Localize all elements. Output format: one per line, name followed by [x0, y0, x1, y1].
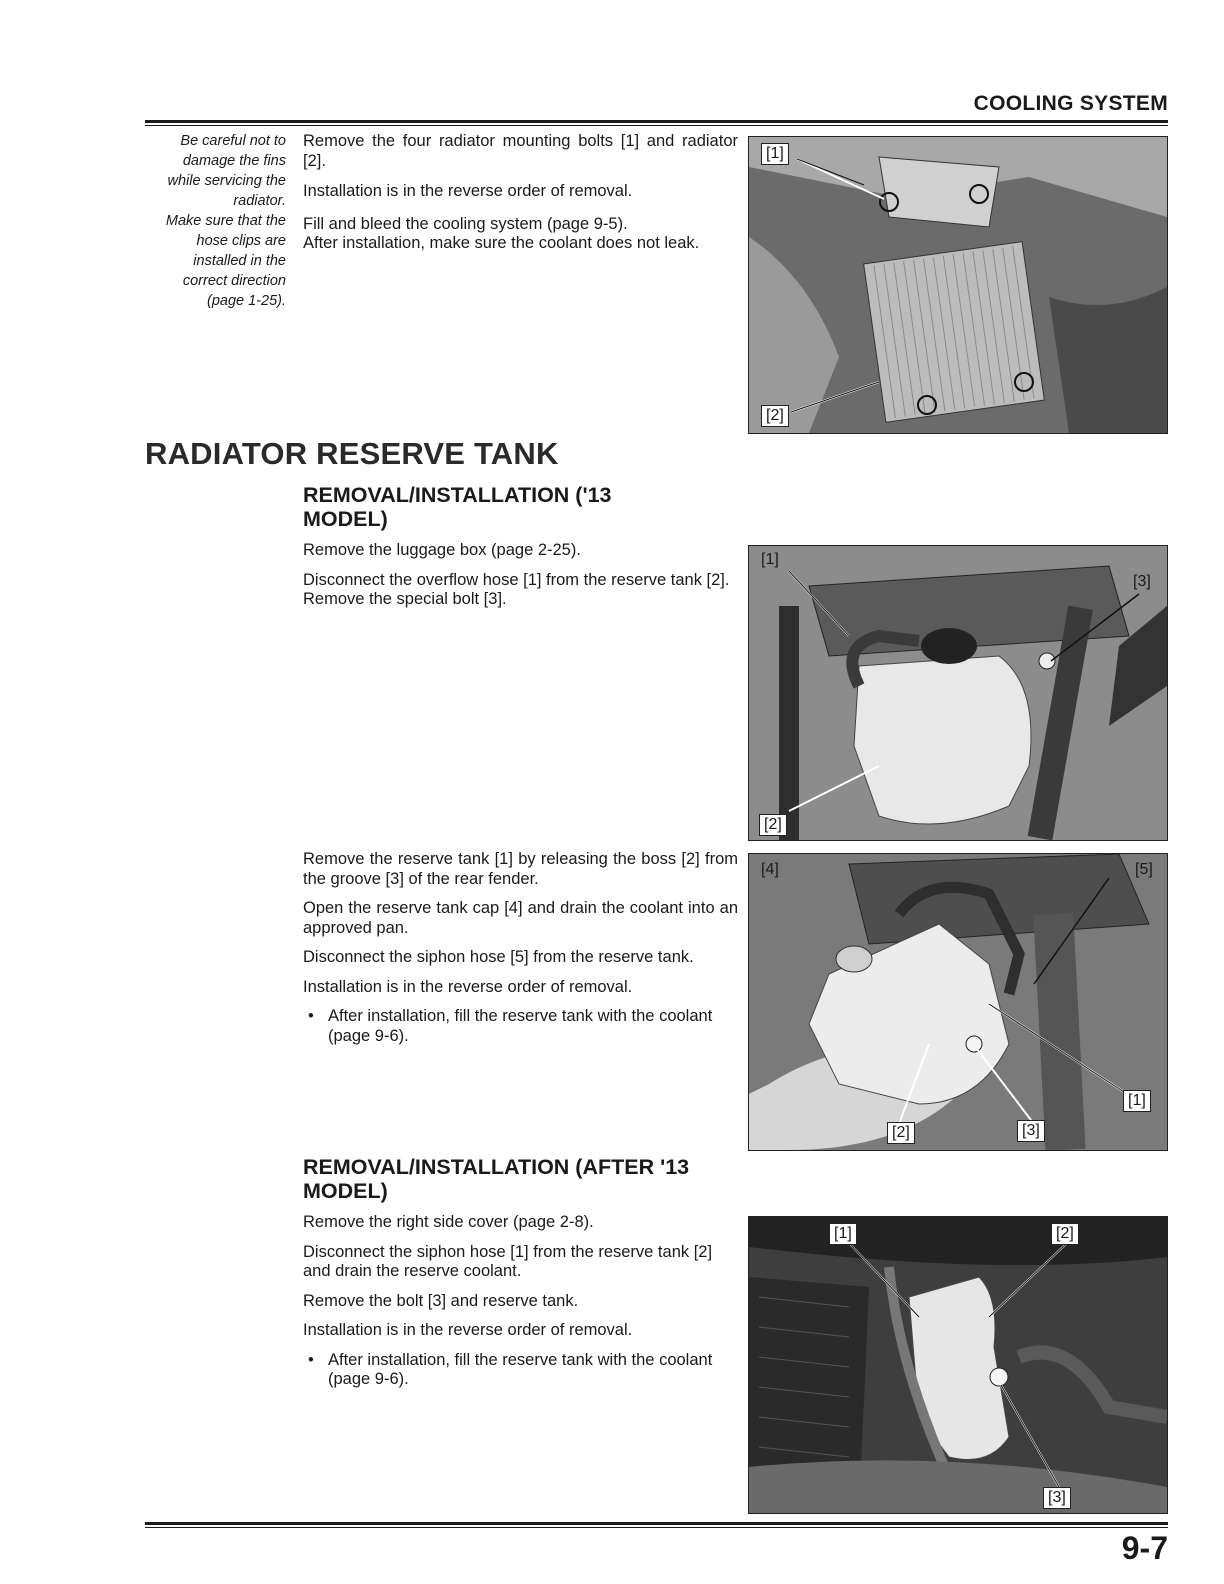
reserve-tank-illustration-1 [749, 546, 1167, 840]
instruction-step: Remove the right side cover (page 2-8). [303, 1213, 594, 1231]
side-note-line: (page 1-25). [207, 293, 286, 309]
radiator-photo [748, 136, 1168, 434]
photo-callout: [2] [887, 1122, 915, 1144]
side-note-line: Make sure that the [165, 213, 286, 229]
side-note-line: damage the fins [182, 153, 286, 169]
reserve-tank-photo-3 [748, 1216, 1168, 1514]
instruction-step: Remove the special bolt [3]. [303, 590, 507, 608]
instruction-step: Remove the luggage box (page 2-25). [303, 541, 581, 559]
instruction-step: Open the reserve tank cap [4] and drain the coolant into an approved pan. [303, 899, 738, 937]
side-note-line: Be careful not to [180, 133, 286, 149]
page-number: 9-7 [1121, 1530, 1168, 1566]
radiator-step-1: Remove the four radiator mounting bolts [1] and radiator [2]. [303, 132, 738, 170]
photo-callout: [2] [1051, 1223, 1079, 1245]
reserve-tank-illustration-3 [749, 1217, 1167, 1513]
section-title: COOLING SYSTEM [973, 92, 1168, 115]
bullet-icon: • [308, 1350, 314, 1369]
reserve-tank-illustration-2 [749, 854, 1167, 1150]
subsection-heading: REMOVAL/INSTALLATION ('13 MODEL) [303, 483, 612, 531]
photo-callout: [5] [1135, 861, 1153, 878]
radiator-step-4: After installation, make sure the coolant does not leak. [303, 234, 700, 252]
reserve-tank-instructions-3 [303, 1213, 738, 1400]
photo-callout: [1] [1123, 1090, 1151, 1112]
instruction-step: Disconnect the siphon hose [1] from the reserve tank [2] and drain the reserve coolant. [303, 1242, 713, 1280]
subsection-heading: REMOVAL/INSTALLATION (AFTER '13 MODEL) [303, 1155, 690, 1203]
side-note-line: radiator. [233, 193, 286, 209]
footer-rule-thin [145, 1527, 1168, 1528]
header-rule-thin [145, 125, 1168, 126]
instruction-step: Installation is in the reverse order of removal. [303, 977, 633, 996]
instruction-step: Remove the reserve tank [1] by releasing the boss [2] from the groove [3] of the rear fender. [303, 850, 738, 888]
photo-callout: [3] [1017, 1120, 1045, 1142]
side-note-line: correct direction [182, 273, 286, 289]
side-note [140, 131, 286, 311]
photo-callout: [1] [761, 551, 779, 568]
photo-callout: [3] [1133, 573, 1151, 590]
header-rule [145, 120, 1168, 123]
instruction-step: Installation is in the reverse order of removal. [303, 1321, 633, 1339]
instruction-step: Remove the bolt [3] and reserve tank. [303, 1291, 579, 1310]
section-heading: RADIATOR RESERVE TANK [145, 436, 559, 471]
radiator-step-2: Installation is in the reverse order of removal. [303, 182, 633, 200]
bullet-icon: • [308, 1007, 314, 1025]
radiator-step-3: Fill and bleed the cooling system (page 9-5). [303, 214, 628, 233]
photo-callout: [2] [761, 405, 789, 427]
radiator-illustration [749, 137, 1167, 433]
bullet-note [303, 1007, 738, 1046]
reserve-tank-photo-1 [748, 545, 1168, 841]
reserve-tank-instructions-2 [303, 850, 738, 1056]
side-note-line: while servicing the [167, 173, 286, 189]
photo-callout: [2] [759, 814, 787, 836]
bullet-note [303, 1351, 738, 1390]
photo-callout: [1] [761, 143, 789, 165]
reserve-tank-photo-2 [748, 853, 1168, 1151]
reserve-tank-instructions-1 [303, 541, 738, 620]
photo-callout: [3] [1043, 1487, 1071, 1509]
side-note-line: hose clips are [196, 233, 286, 249]
radiator-instructions [303, 132, 738, 264]
photo-callout: [1] [829, 1223, 857, 1245]
instruction-step: Disconnect the siphon hose [5] from the reserve tank. [303, 948, 694, 966]
side-note-line: installed in the [193, 253, 286, 269]
bullet-text: After installation, fill the reserve tank with the coolant (page 9-6). [328, 1007, 713, 1045]
bullet-text: After installation, fill the reserve tank with the coolant (page 9-6). [328, 1350, 713, 1388]
photo-callout: [4] [761, 861, 779, 878]
footer-rule [145, 1522, 1168, 1525]
instruction-step: Disconnect the overflow hose [1] from the reserve tank [2]. [303, 570, 730, 589]
